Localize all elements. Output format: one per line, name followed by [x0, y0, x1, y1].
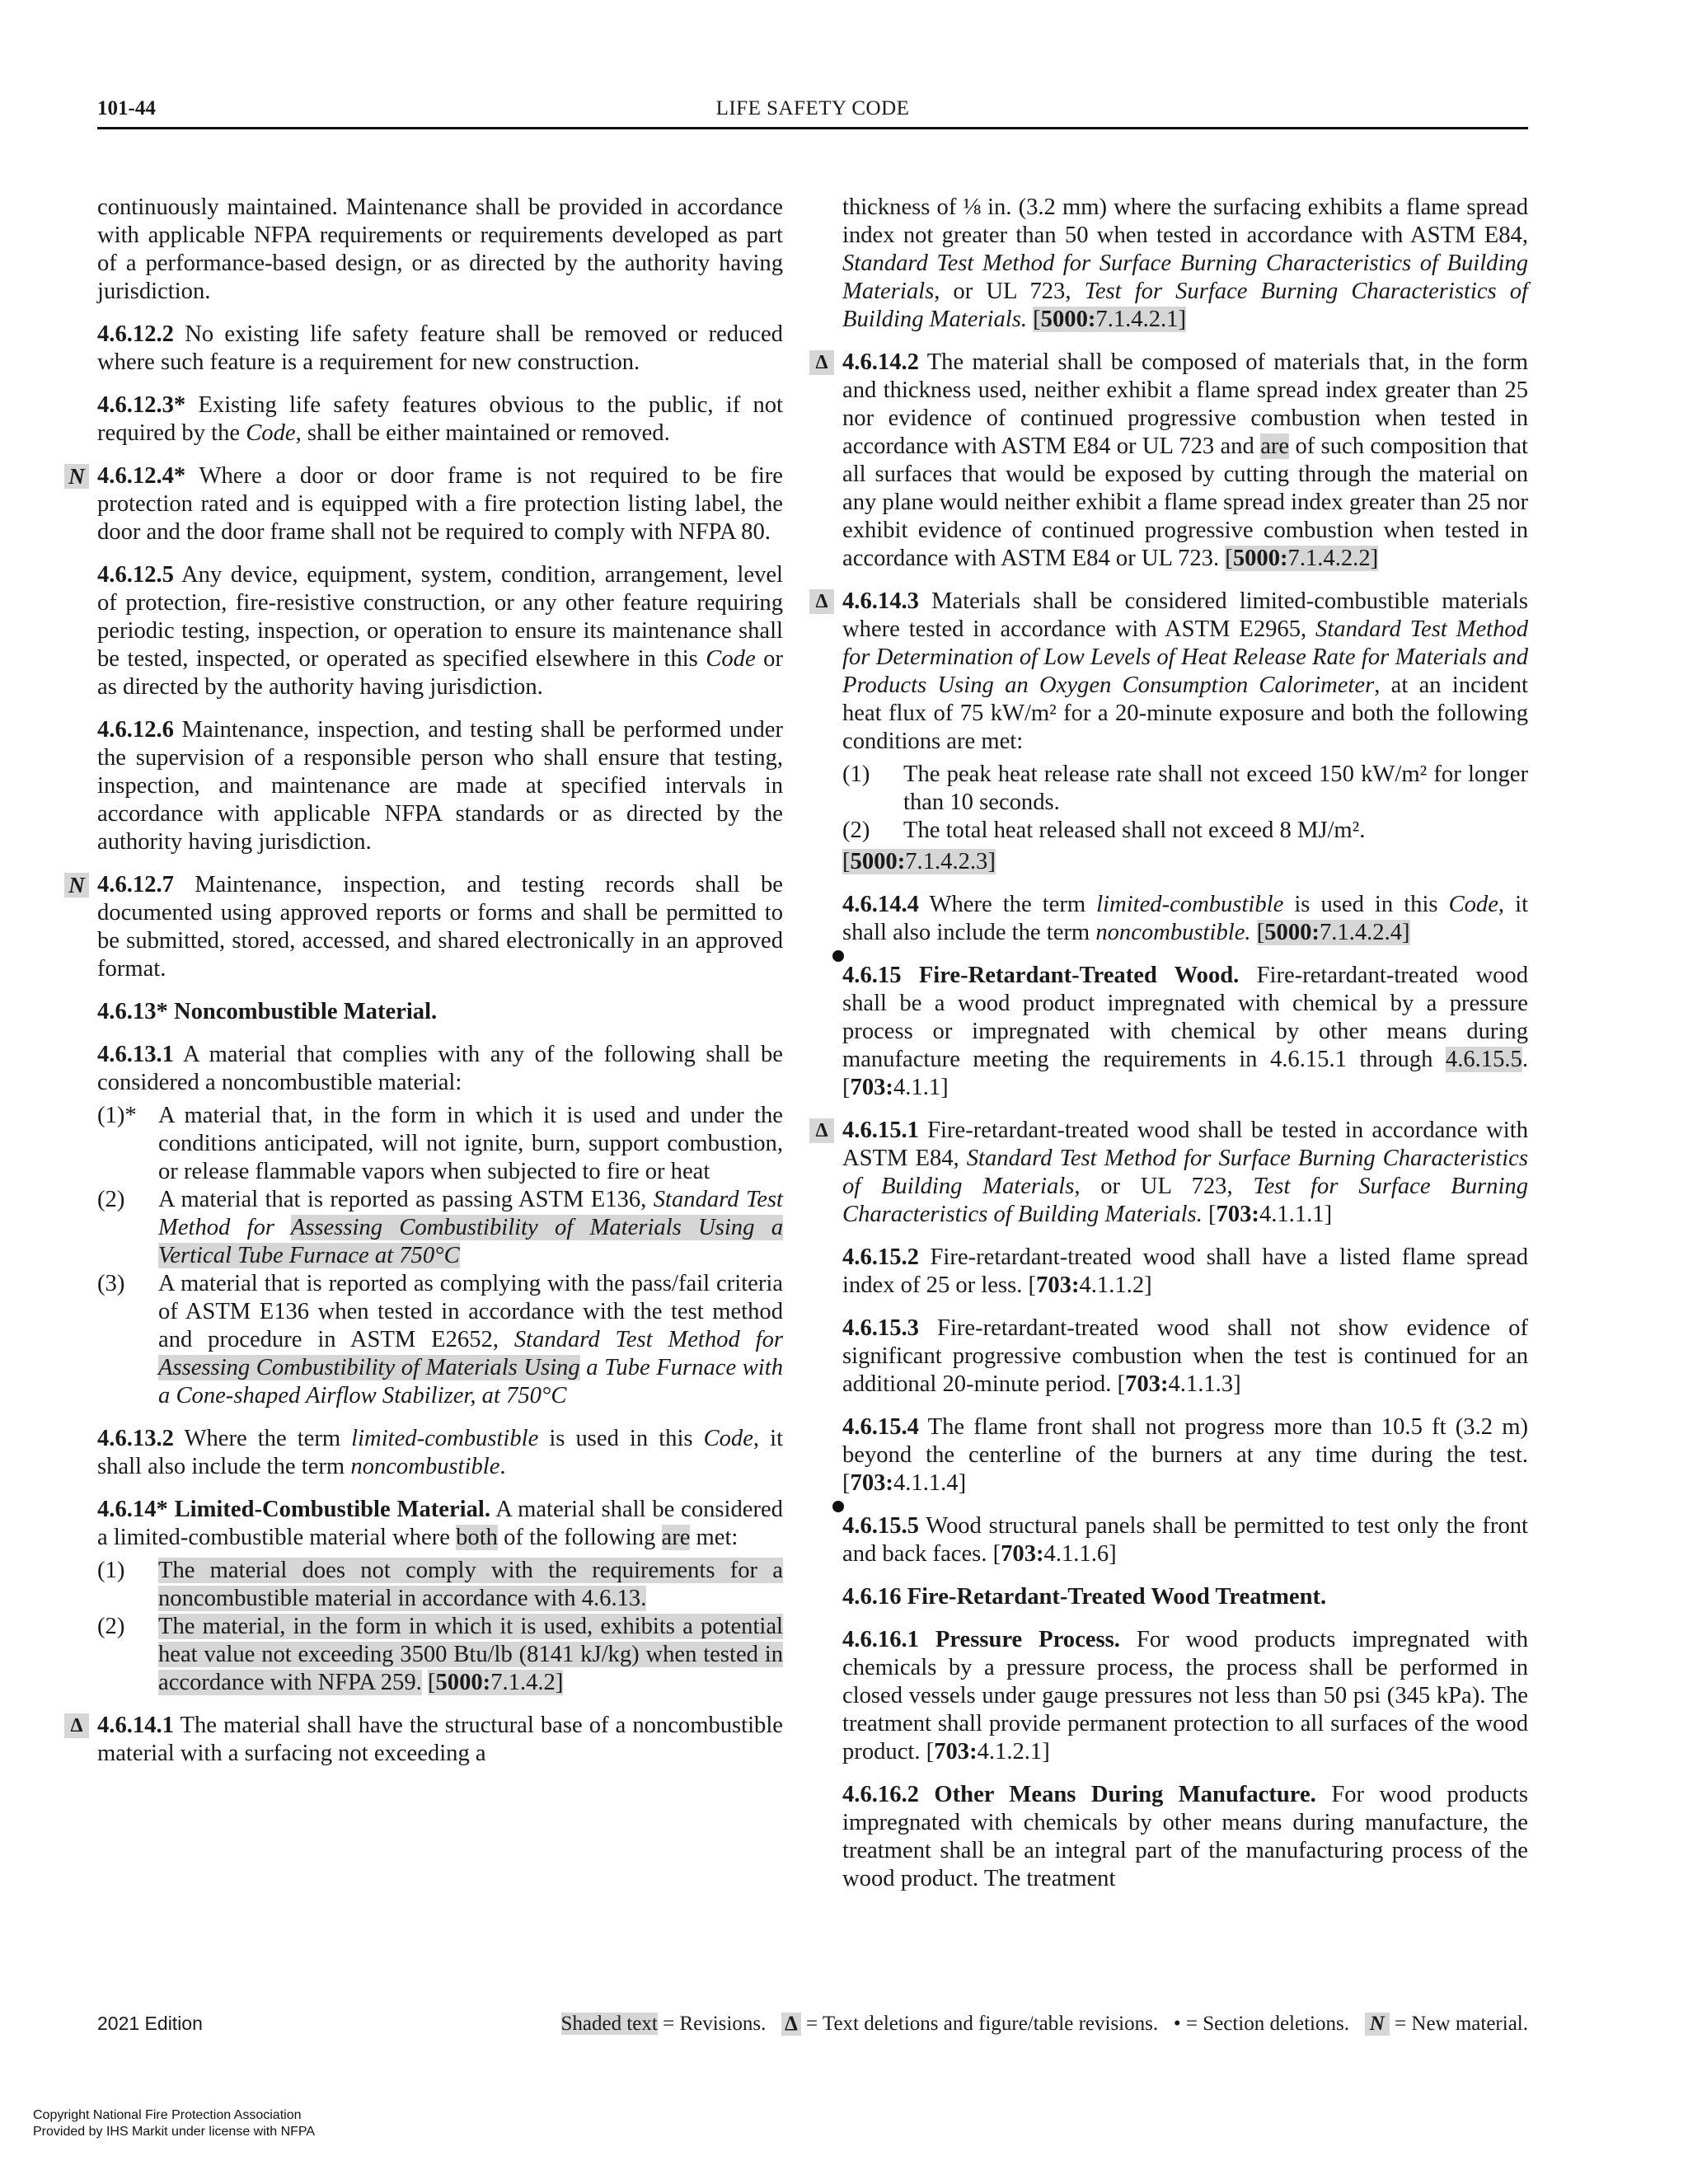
reference-doc: 5000:: [1264, 920, 1320, 945]
section-number: 4.6.14.2: [842, 349, 919, 375]
section-text: For wood products impregnated with chemicals by a pressure process, the process shall be performed in closed vessels under gauge pressures not less than 50 psi (345 kPa). The treatment shall provide permanent protection to all surfaces of the wood product.: [842, 1627, 1529, 1765]
section-4-6-13-1: [97, 1041, 783, 1097]
term-italic: limited-combustible: [1096, 892, 1284, 917]
paragraph-continued: continuously maintained. Maintenance shall be provided in accordance with applicable NFPA requirements or requirements developed as part of a performance-based design, or as directed by the authority having jurisdiction.: [97, 194, 783, 304]
paragraph-continued: [842, 194, 1528, 334]
list-text-shaded: The material does not comply with the requirements for a noncombustible material in accordance with 4.6.13.: [158, 1558, 783, 1611]
section-number: 4.6.12.2: [97, 321, 174, 347]
reference-section: 7.1.4.2.1: [1095, 307, 1179, 332]
standard-title: Standard Test Method for Surface Burning Characteristics of Building Materials: [842, 1146, 1528, 1199]
list-item: [97, 1557, 783, 1613]
section-text: Fire-retardant-treated wood shall be a wood product impregnated with chemical by a pressure process or impregnated with chemical by other means during manufacture meeting the requirements in 4.6.15.1 through: [842, 963, 1528, 1072]
reference-section: 4.1.2.1: [977, 1739, 1043, 1765]
section-number: 4.6.15: [842, 963, 902, 988]
standard-title: Standard Test Method for: [158, 1187, 783, 1240]
section-deletion-bullet: [832, 950, 844, 962]
section-title: Limited-Combustible Material.: [174, 1497, 491, 1522]
delta-revision-marker: Δ: [809, 350, 834, 375]
standard-title: Test for Surface Burning Characteristics of Building Materials.: [842, 279, 1528, 332]
reference-tag: [5000:7.1.4.2.3]: [842, 849, 996, 874]
reference-doc: 703:: [850, 1470, 893, 1496]
list-label: (1): [97, 1558, 125, 1583]
new-material-marker: N: [64, 464, 89, 489]
section-4-6-12-6: [97, 716, 783, 856]
section-4-6-15-1: Δ 4.6.15.1 Fire-retardant-treated wood shall be tested in accordance with ASTM E84, Standard Test Method for Surface Burning Characteristics of Building Materials, or UL 723, Test for Surface Burning Characteristics of Building Materials. [703:4.1.1.1]: [842, 1117, 1528, 1229]
copyright-notice: [33, 2107, 315, 2140]
section-text: , at an incident heat flux of 75 kW/m² for a 20-minute exposure and both the following conditions are met:: [842, 673, 1528, 754]
running-title: LIFE SAFETY CODE: [715, 97, 910, 120]
section-number: 4.6.14.3: [842, 588, 919, 614]
section-title: Fire-Retardant-Treated Wood.: [918, 963, 1240, 988]
term-italic: limited-combustible: [351, 1426, 539, 1451]
section-4-6-13-heading: [97, 998, 783, 1026]
section-text: of such composition that all surfaces that would be exposed by cutting through the material on any plane would neither exhibit a flame spread index greater than 25 nor exhibit evidence of continued progressive combustion when tested in accordance with ASTM E84 or UL 723.: [842, 434, 1528, 571]
running-header: [97, 97, 1528, 129]
section-text: The material shall be composed of materials that, in the form and thickness used, neither exhibit a flame spread index greater than 25 nor evidence of continued progressive combustion when tested in accordance with ASTM E84 or UL 723 and: [842, 349, 1529, 459]
section-text: thickness of ⅛ in. (3.2 mm) where the surfacing exhibits a flame spread index not greater than 50 when tested in accordance with ASTM E84,: [842, 194, 1528, 248]
section-number: 4.6.15.5: [842, 1513, 919, 1539]
code-italic: Code: [1448, 892, 1498, 917]
section-number: 4.6.15.3: [842, 1315, 919, 1341]
standard-title: Standard Test Method for Determination of Low Levels of Heat Release Rate for Materials and Products Using an Oxygen Consumption Calorimeter: [842, 616, 1528, 698]
section-title: Noncombustible Material.: [173, 999, 438, 1024]
standard-title: a Tube Furnace with a Cone-shaped Airflow Stabilizer, at 750°C: [158, 1355, 783, 1408]
section-title: Fire-Retardant-Treated Wood Treatment.: [907, 1584, 1327, 1610]
section-number: 4.6.16: [842, 1584, 902, 1610]
section-text: or as directed by the authority having jurisdiction.: [97, 646, 783, 700]
page-number: 101-44: [97, 97, 156, 120]
reference-doc: 703:: [1216, 1202, 1259, 1227]
section-number: 4.6.12.6: [97, 717, 174, 743]
reference-tag: [5000:7.1.4.2.4]: [1256, 920, 1410, 945]
section-text: is used in this: [538, 1426, 704, 1451]
reference-section: 7.1.4.2.3: [905, 849, 988, 874]
shaded-text: are: [661, 1525, 691, 1550]
noncombustible-criteria-list: [97, 1102, 783, 1410]
section-4-6-15-2: 4.6.15.2 Fire-retardant-treated wood shall have a listed flame spread index of 25 or less. [703:4.1.1.2]: [842, 1244, 1528, 1298]
copyright-line: Provided by IHS Markit under license with NFPA: [33, 2125, 316, 2139]
reference-doc: 703:: [1001, 1541, 1044, 1567]
section-4-6-16-1: 4.6.16.1 Pressure Process. For wood products impregnated with chemicals by a pressure process, the process shall be performed in closed vessels under gauge pressures not less than 50 psi (345 kPa). The treatment shall provide permanent protection to all surfaces of the wood product. [703:4.1.2.1]: [842, 1627, 1529, 1765]
reference-doc: 5000:: [435, 1670, 491, 1695]
reference-doc: 703:: [1125, 1371, 1169, 1397]
section-text: , or UL 723,: [1074, 1174, 1254, 1199]
reference-doc: 703:: [1036, 1272, 1080, 1298]
section-4-6-15-3: 4.6.15.3 Fire-retardant-treated wood shall not show evidence of significant progressive combustion when the test is continued for an additional 20-minute period. [703:4.1.1.3]: [842, 1315, 1528, 1397]
reference-section: 7.1.4.2.2: [1287, 546, 1371, 571]
section-text: Materials shall be considered limited-combustible materials where tested in accordance with ASTM E2965,: [842, 588, 1528, 642]
section-text: , shall be either maintained or removed.: [295, 420, 670, 446]
limited-combustible-criteria-list: [97, 1557, 783, 1697]
section-text: Fire-retardant-treated wood shall have a listed flame spread index of 25 or less.: [842, 1244, 1528, 1298]
list-label: (3): [97, 1271, 125, 1296]
legend-shaded-sample: Shaded text: [560, 2013, 658, 2035]
section-number: 4.6.15.1: [842, 1118, 919, 1143]
section-text: is used in this: [1283, 892, 1449, 917]
section-title: Other Means During Manufacture.: [934, 1782, 1316, 1807]
section-4-6-15-4: 4.6.15.4 The flame front shall not progress more than 10.5 ft (3.2 m) beyond the centerline of the burners at any time during the test. [703:4.1.1.4]: [842, 1414, 1528, 1496]
standard-title-shaded: Assessing Combustibility of Materials Using: [158, 1355, 580, 1380]
section-4-6-12-4: [68, 462, 783, 546]
reference-tag: [5000:7.1.4.2.1]: [1033, 307, 1186, 332]
delta-revision-marker: Δ: [809, 589, 834, 614]
code-italic: Code: [703, 1426, 753, 1451]
list-item: [842, 817, 1528, 845]
delta-revision-marker: Δ: [64, 1713, 89, 1738]
term-italic: noncombustible: [350, 1454, 500, 1479]
section-4-6-14-1: [70, 1712, 783, 1768]
list-label: (1): [842, 762, 870, 787]
section-4-6-12-5: [97, 561, 783, 701]
list-label: (1)*: [97, 1103, 137, 1128]
page-footer: [97, 2011, 1528, 2044]
standard-title-shaded: Assessing Combustibility of Materials Using a Vertical Tube Furnace at 750°C: [158, 1215, 783, 1268]
list-item: [842, 761, 1528, 817]
section-4-6-12-2: [97, 321, 783, 377]
section-text: of the following: [497, 1525, 662, 1550]
standard-title: Standard Test Method for: [513, 1327, 783, 1352]
list-item: [97, 1613, 783, 1697]
section-text: .: [499, 1454, 506, 1479]
section-text: Where the term: [929, 892, 1097, 917]
section-number: 4.6.13*: [97, 999, 168, 1024]
right-column: [815, 194, 1529, 1908]
standard-title: Standard Test Method for Surface Burning Characteristics of Building Materials: [842, 251, 1528, 304]
section-text: A material that complies with any of the following shall be considered a noncombustible material:: [97, 1042, 783, 1095]
section-number: 4.6.13.2: [97, 1426, 174, 1451]
list-text-shaded: The material, in the form in which it is used, exhibits a potential heat value not exceeding 3500 Btu/lb (8141 kJ/kg) when tested in accordance with NFPA 259.: [158, 1614, 783, 1695]
copyright-line: Copyright National Fire Protection Association: [33, 2108, 302, 2122]
list-text: The peak heat release rate shall not exceed 150 kW/m² for longer than 10 seconds.: [903, 762, 1528, 815]
delta-icon: Δ: [781, 2013, 801, 2036]
heat-release-conditions-list: [842, 761, 1528, 845]
section-text: , it shall also include the term: [842, 892, 1529, 945]
section-text: met:: [690, 1525, 738, 1550]
section-text: The flame front shall not progress more than 10.5 ft (3.2 m) beyond the centerline of the burners at any time during the test.: [842, 1414, 1528, 1468]
delta-revision-marker: Δ: [809, 1118, 834, 1143]
list-label: (2): [842, 818, 870, 843]
section-number: 4.6.15.2: [842, 1244, 919, 1270]
list-text: A material that is reported as complying with the pass/fail criteria of ASTM E136 when tested in accordance with the test method and procedure in ASTM E2652,: [158, 1271, 783, 1352]
section-number: 4.6.12.3*: [97, 392, 186, 418]
list-text: A material that is reported as passing ASTM E136,: [158, 1187, 654, 1212]
section-number: 4.6.13.1: [97, 1042, 174, 1067]
section-4-6-14-3-reference: [842, 848, 1528, 876]
section-text: Maintenance, inspection, and testing records shall be documented using approved reports or forms and shall be permitted to be submitted, stored, accessed, and shared electronically in an approved format.: [97, 872, 783, 982]
section-number: 4.6.16.1: [842, 1627, 919, 1652]
section-text: Fire-retardant-treated wood shall be tested in accordance with ASTM E84,: [842, 1118, 1528, 1171]
reference-doc: 5000:: [1040, 307, 1096, 332]
section-text: Existing life safety features obvious to the public, if not required by the: [97, 392, 783, 446]
revision-legend: [561, 2013, 1528, 2036]
shaded-text: are: [1260, 434, 1290, 459]
shaded-text: both: [456, 1525, 498, 1550]
section-4-6-14: [97, 1496, 783, 1552]
section-number: 4.6.14.4: [842, 892, 919, 917]
section-number: 4.6.14*: [97, 1497, 168, 1522]
legend-text: = Revisions.: [657, 2013, 767, 2035]
list-item: [97, 1186, 783, 1270]
section-4-6-14-2: [815, 349, 1529, 573]
list-label: (2): [97, 1614, 125, 1639]
reference-section: 4.1.1.6: [1043, 1541, 1109, 1567]
edition-label: 2021 Edition: [97, 2013, 203, 2034]
section-text: , or UL 723,: [934, 279, 1085, 304]
section-number: 4.6.12.5: [97, 562, 174, 588]
section-text: Maintenance, inspection, and testing shall be performed under the supervision of a responsible person who shall ensure that testing, inspection, and maintenance are made at specified intervals in accordance with applicable NFPA standards or as directed by the authority having jurisdiction.: [97, 717, 783, 855]
section-text: , it shall also include the term: [97, 1426, 784, 1479]
section-4-6-14-4: [842, 891, 1528, 947]
reference-doc: 5000:: [1232, 546, 1288, 571]
reference-doc: 5000:: [850, 849, 906, 874]
section-title: Pressure Process.: [935, 1627, 1120, 1652]
section-text: No existing life safety feature shall be removed or reduced where such feature is a requirement for new construction.: [97, 321, 783, 375]
code-italic: Code: [706, 646, 756, 672]
code-italic: Code: [246, 420, 296, 446]
section-4-6-16-heading: [842, 1583, 1528, 1611]
reference-section: 4.1.1.4: [893, 1470, 959, 1496]
section-text: The material shall have the structural base of a noncombustible material with a surfacing not exceeding a: [97, 1713, 783, 1766]
section-number: 4.6.14.1: [97, 1713, 174, 1738]
list-text: A material that, in the form in which it is used and under the conditions anticipated, will not ignite, burn, support combustion, or release flammable vapors when subjected to fire or heat: [158, 1103, 783, 1184]
term-italic: noncombustible.: [1095, 920, 1251, 945]
section-text: Where a door or door frame is not required to be fire protection rated and is equipped with a fire protection listing label, the door and the door frame shall not be required to comply with NFPA 80.: [97, 463, 783, 545]
reference-tag: [5000:7.1.4.2.2]: [1225, 546, 1379, 571]
bullet-icon: •: [1173, 2013, 1181, 2035]
section-deletion-bullet: [832, 1501, 844, 1512]
section-4-6-15-5: 4.6.15.5 Wood structural panels shall be permitted to test only the front and back faces. [703:4.1.1.6]: [842, 1512, 1528, 1568]
new-material-icon: N: [1365, 2013, 1390, 2036]
section-4-6-15: 4.6.15 Fire-Retardant-Treated Wood. Fire-retardant-treated wood shall be a wood product impregnated with chemical by a pressure process or impregnated with chemical by other means during manufacture meeting the requirements in 4.6.15.1 through 4.6.15.5. [703:4.1.1]: [842, 962, 1528, 1102]
reference-tag: [5000:7.1.4.2]: [427, 1670, 564, 1695]
legend-text: = Text deletions and figure/table revisions.: [800, 2013, 1159, 2035]
section-number: 4.6.16.2: [842, 1782, 919, 1807]
section-number: 4.6.15.4: [842, 1414, 919, 1440]
reference-section: 4.1.1.3: [1168, 1371, 1234, 1397]
list-item: [97, 1270, 783, 1410]
list-text: The total heat released shall not exceed 8 MJ/m².: [903, 818, 1366, 843]
reference-section: 4.1.1: [893, 1075, 941, 1100]
reference-section: 4.1.1.1: [1259, 1202, 1325, 1227]
legend-text: = New material.: [1389, 2013, 1528, 2035]
reference-section: 4.1.1.2: [1079, 1272, 1145, 1298]
new-material-marker: N: [64, 873, 89, 898]
section-4-6-14-3: [815, 588, 1528, 756]
reference-doc: 703:: [850, 1075, 893, 1100]
section-text: Fire-retardant-treated wood shall not show evidence of significant progressive combustion when the test is continued for an additional 20-minute period.: [842, 1315, 1528, 1397]
section-text: A material shall be considered a limited-combustible material where: [97, 1497, 783, 1550]
standard-title: Test for Surface Burning Characteristics of Building Materials.: [842, 1174, 1528, 1227]
section-text: Where the term: [184, 1426, 352, 1451]
section-number: 4.6.12.4*: [97, 463, 186, 489]
section-4-6-16-2: [842, 1781, 1528, 1893]
reference-section: 7.1.4.2.4: [1319, 920, 1403, 945]
section-4-6-12-7: [68, 871, 783, 983]
section-text: For wood products impregnated with chemicals by other means during manufacture, the treatment shall be an integral part of the manufacturing process of the wood product. The treatment: [842, 1782, 1528, 1891]
section-4-6-13-2: [97, 1425, 783, 1481]
section-number: 4.6.12.7: [97, 872, 174, 898]
section-4-6-12-3: [97, 391, 783, 448]
reference-section: 7.1.4.2: [490, 1670, 556, 1695]
legend-text: = Section deletions.: [1180, 2013, 1349, 2035]
section-text: Any device, equipment, system, condition, arrangement, level of protection, fire-resistive construction, or any other feature requiring periodic testing, inspection, or operation to ensure its maintenance shall be tested, inspected, or operated as specified elsewhere in this: [97, 562, 783, 672]
reference-doc: 703:: [934, 1739, 978, 1765]
list-item: [97, 1102, 783, 1186]
left-column: [68, 194, 784, 1783]
shaded-text: 4.6.15.5: [1445, 1047, 1522, 1072]
section-text: Wood structural panels shall be permitted to test only the front and back faces.: [842, 1513, 1528, 1567]
list-label: (2): [97, 1187, 125, 1212]
